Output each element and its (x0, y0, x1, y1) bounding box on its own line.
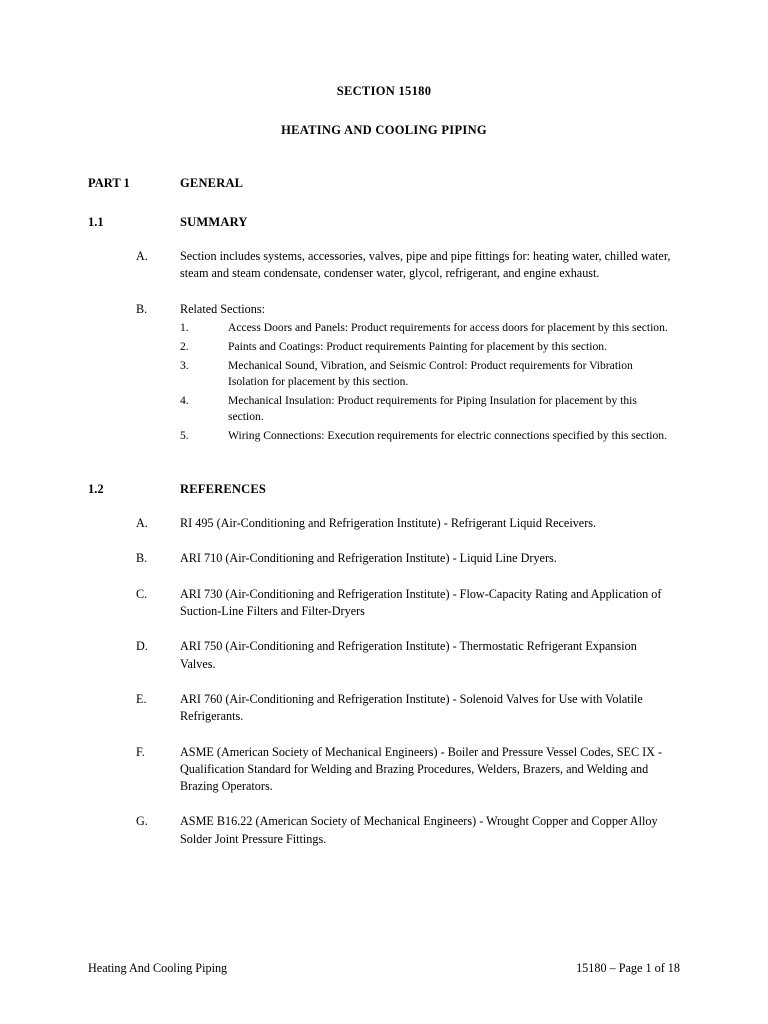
footer-left-text: Heating And Cooling Piping (88, 961, 228, 975)
item-letter: B. (136, 301, 148, 316)
part-title: GENERAL (180, 176, 244, 190)
list-item (88, 586, 680, 621)
item-text: ASME (American Society of Mechanical Engineers) - Boiler and Pressure Vessel Codes, SEC IX - Qualification Standard for Welding and Brazing Procedures, Welders, Brazers, and Welding and Brazing Operators. (180, 744, 663, 794)
item-text: ASME B16.22 (American Society of Mechanical Engineers) - Wrought Copper and Copper Alloy Solder Joint Pressure Fittings. (180, 814, 658, 846)
item-letter: A. (136, 249, 148, 263)
page-footer (88, 961, 680, 976)
item-letter: C. (136, 586, 148, 601)
item-text: ARI 710 (Air-Conditioning and Refrigeration Institute) - Liquid Line Dryers. (180, 551, 557, 566)
sub-list-item (180, 320, 674, 336)
item-letter: G. (136, 814, 148, 829)
sub-item-text: Mechanical Sound, Vibration, and Seismic Control: Product requirements for Vibration Isolation for placement by this section. (228, 358, 633, 388)
list-item (88, 813, 680, 848)
sub-list-item (180, 358, 674, 390)
item-letter: E. (136, 691, 147, 706)
sub-item-number: 5. (180, 428, 189, 442)
sub-item-number: 3. (180, 358, 189, 372)
list-item (88, 744, 680, 796)
item-text: Related Sections: (180, 301, 265, 316)
section-number: SECTION 15180 (336, 84, 432, 98)
item-body (180, 301, 680, 444)
item-letter: B. (136, 551, 148, 566)
sub-list-item (180, 428, 674, 444)
list-item (88, 691, 680, 726)
sub-list (180, 320, 674, 444)
list-item (88, 550, 680, 567)
sub-item-text: Paints and Coatings: Product requirements Painting for placement by this section. (228, 339, 607, 353)
list-item (88, 248, 680, 283)
item-text: RI 495 (Air-Conditioning and Refrigeration Institute) - Refrigerant Liquid Receivers. (180, 515, 597, 530)
sub-item-number: 1. (180, 320, 189, 334)
heading-references-title: REFERENCES (180, 481, 267, 496)
sub-item-text: Wiring Connections: Execution requirements for electric connections specified by this section. (228, 428, 667, 442)
list-item (88, 515, 680, 532)
part-label: PART 1 (88, 176, 130, 190)
heading-references-number: 1.2 (88, 481, 104, 496)
heading-summary-number: 1.1 (88, 215, 104, 229)
sub-item-number: 4. (180, 393, 189, 407)
item-text: ARI 760 (Air-Conditioning and Refrigeration Institute) - Solenoid Valves for Use with Volatile Refrigerants. (180, 691, 643, 724)
list-item (88, 638, 680, 673)
footer-page-number: 15180 – Page 1 of 18 (576, 961, 680, 975)
sub-item-number: 2. (180, 339, 189, 353)
part-heading (88, 176, 680, 191)
sub-item-text: Mechanical Insulation: Product requirements for Piping Insulation for placement by this section. (228, 393, 637, 423)
sub-list-item (180, 393, 674, 425)
heading-references (88, 482, 680, 497)
item-text: Section includes systems, accessories, valves, pipe and pipe fittings for: heating water, chilled water, steam and steam condensate, condenser water, glycol, refrigerant, and engine exhaust. (180, 249, 671, 281)
item-letter: F. (136, 744, 145, 759)
sub-list-item (180, 339, 674, 355)
list-item (88, 301, 680, 444)
section-title: HEATING AND COOLING PIPING (281, 123, 487, 137)
item-text: ARI 750 (Air-Conditioning and Refrigeration Institute) - Thermostatic Refrigerant Expansion Valves. (180, 639, 637, 671)
sub-item-text: Access Doors and Panels: Product requirements for access doors for placement by this section. (228, 320, 668, 334)
item-text: ARI 730 (Air-Conditioning and Refrigeration Institute) - Flow-Capacity Rating and Application of Suction-Line Filters and Filter-Dryers (180, 586, 662, 618)
heading-summary-title: SUMMARY (180, 215, 248, 229)
item-letter: D. (136, 639, 148, 654)
heading-summary (88, 215, 680, 230)
item-letter: A. (136, 515, 148, 530)
